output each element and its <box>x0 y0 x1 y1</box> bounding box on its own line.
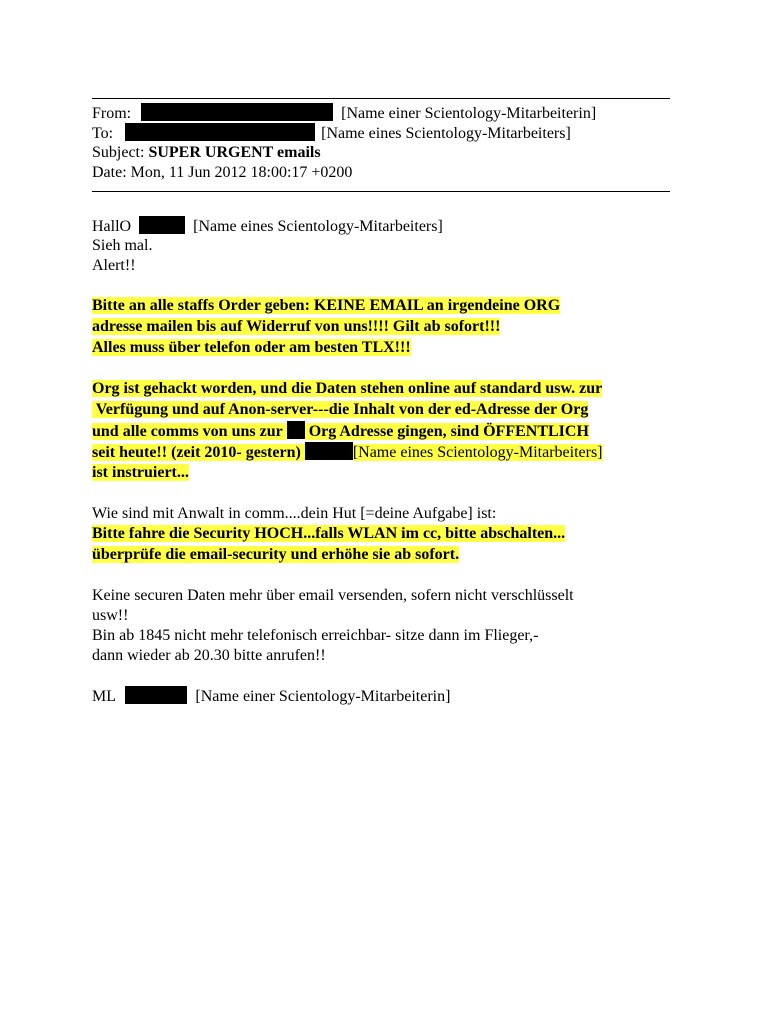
highlighted-text: überprüfe die email-security und erhöhe sie ab sofort. <box>92 546 460 563</box>
highlighted-text: Bitte fahre die Security HOCH...falls WLAN im cc, bitte abschalten... <box>92 525 566 542</box>
highlighted-note: [Name eines Scientology-Mitarbeiters] <box>352 444 603 461</box>
paragraph-line: dann wieder ab 20.30 bitte anrufen!! <box>92 647 326 664</box>
highlighted-text: adresse mailen bis auf Widerruf von uns!!!! Gilt ab sofort!!! <box>92 318 501 335</box>
highlighted-text: ist instruiert... <box>92 464 189 481</box>
subject-line <box>92 143 692 163</box>
highlighted-text: Alles muss über telefon oder am besten TLX!!! <box>92 339 411 356</box>
alert-line: Alert!! <box>92 257 136 274</box>
paragraph-line: Keine securen Daten mehr über email versenden, sofern nicht verschlüsselt <box>92 587 574 604</box>
highlighted-text: und alle comms von uns zur <box>92 423 283 440</box>
paragraph-gap <box>92 484 692 504</box>
sieh-mal-line: Sieh mal. <box>92 237 153 254</box>
greeting-line <box>92 216 692 236</box>
signature-line <box>92 686 692 706</box>
paragraph-line <box>92 442 692 463</box>
paragraph-line: Bin ab 1845 nicht mehr telefonisch erreichbar- sitze dann im Flieger,- <box>92 627 539 644</box>
paragraph-line <box>92 524 692 545</box>
paragraph-line <box>92 317 692 338</box>
lawyer-line: Wie sind mit Anwalt in comm....dein Hut [=deine Aufgabe] ist: <box>92 505 497 522</box>
paragraph-order <box>92 296 692 359</box>
redaction-bar <box>287 421 305 439</box>
greeting: HallO <box>92 218 132 235</box>
paragraph-line <box>92 421 692 442</box>
from-note: [Name einer Scientology-Mitarbeiterin] <box>341 105 597 122</box>
paragraph-gap <box>92 276 692 296</box>
from-line <box>92 103 692 123</box>
date-line: Date: Mon, 11 Jun 2012 18:00:17 +0200 <box>92 164 353 181</box>
paragraph-security <box>92 524 692 566</box>
to-line <box>92 123 692 143</box>
paragraph-line: usw!! <box>92 607 129 624</box>
redaction-bar <box>125 686 187 704</box>
paragraph-line <box>92 338 692 359</box>
paragraph-line <box>92 463 692 484</box>
redaction-bar <box>305 442 353 460</box>
highlighted-text: seit heute!! (zeit 2010- gestern) <box>92 444 301 461</box>
header-bottom-rule <box>92 191 670 192</box>
paragraph-line <box>92 400 692 421</box>
signature-initials: ML <box>92 688 116 705</box>
signature-note: [Name einer Scientology-Mitarbeiterin] <box>195 688 451 705</box>
paragraph-gap <box>92 359 692 379</box>
redaction-bar <box>141 103 333 121</box>
email-document <box>92 86 692 706</box>
highlighted-text: Org ist gehackt worden, und die Daten stehen online auf standard usw. zur <box>92 380 603 397</box>
subject-label: Subject: <box>92 144 145 161</box>
highlighted-text: Bitte an alle staffs Order geben: KEINE EMAIL an irgendeine ORG <box>92 297 561 314</box>
redaction-bar <box>125 123 315 141</box>
greeting-note: [Name eines Scientology-Mitarbeiters] <box>193 218 443 235</box>
highlighted-text: Verfügung und auf Anon-server---die Inhalt von der ed-Adresse der Org <box>92 401 589 418</box>
paragraph-gap <box>92 666 692 686</box>
paragraph-hacked <box>92 379 692 484</box>
header-top-rule <box>92 98 670 99</box>
paragraph-line <box>92 296 692 317</box>
to-label: To: <box>92 125 114 142</box>
from-label: From: <box>92 105 132 122</box>
to-note: [Name eines Scientology-Mitarbeiters] <box>321 125 571 142</box>
paragraph-gap <box>92 566 692 586</box>
highlighted-text: Org Adresse gingen, sind ÖFFENTLICH <box>308 423 589 440</box>
redaction-bar <box>139 216 185 234</box>
paragraph-line <box>92 379 692 400</box>
subject-value: SUPER URGENT emails <box>148 144 321 161</box>
paragraph-line <box>92 545 692 566</box>
